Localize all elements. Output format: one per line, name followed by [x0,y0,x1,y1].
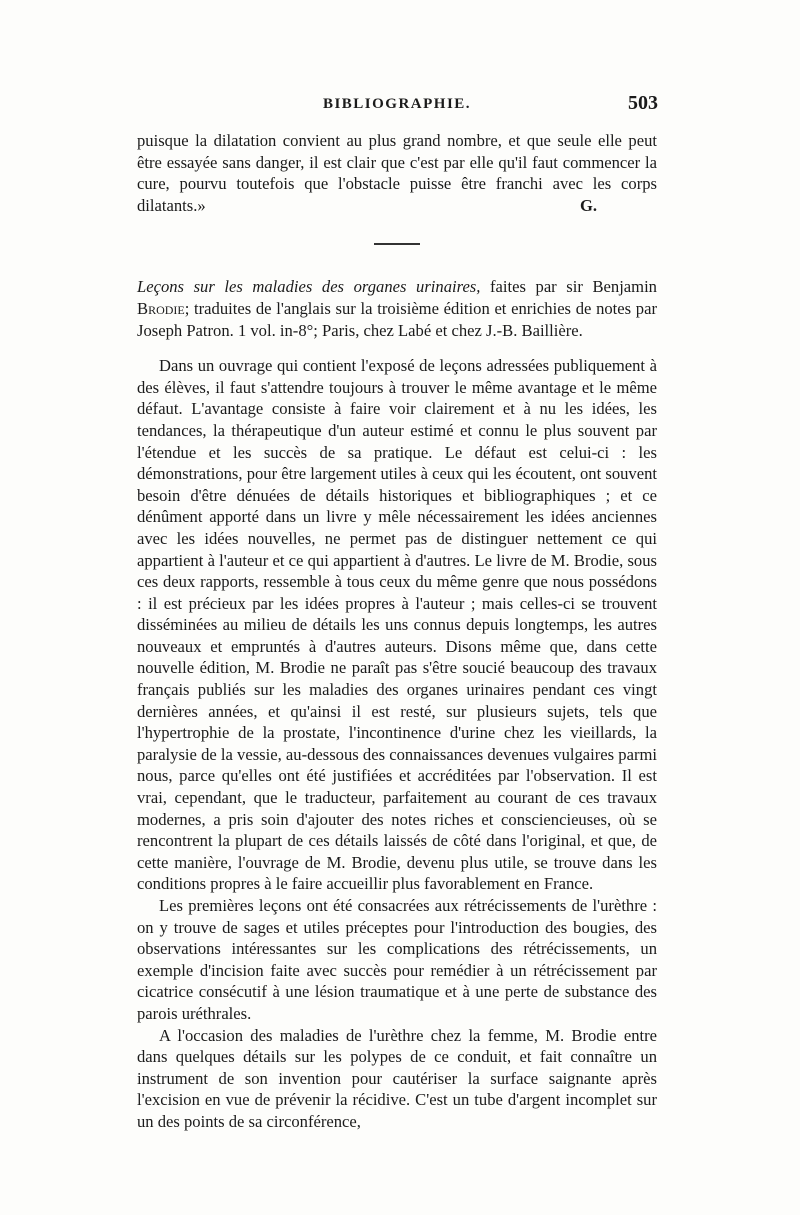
page-header [136,92,658,122]
review-signature: G. [579,195,597,215]
continuation-text: puisque la dilatation convient au plus grand nombre, et que seule elle peut être essayée sans danger, il est clair que c'est par elle qu'il faut commencer la cure, pourvu toutefois que l'obstacle puisse être franchi avec les corps dilatants.» [137,131,657,215]
author-name: Brodie [137,298,185,318]
book-title: Leçons sur les maladies des organes urinaires, [137,277,481,297]
section-divider [374,243,420,245]
text-column [137,130,657,1133]
continuation-paragraph [137,130,657,216]
running-title: BIBLIOGRAPHIE. [322,96,472,112]
body-paragraph-3: A l'occasion des maladies de l'urèthre chez la femme, M. Brodie entre dans quelques détails sur les polypes de ce conduit, et fait connaître un instrument de son invention pour cautériser la surface saignante après l'excision en vue de prévenir la récidive. C'est un tube d'argent incomplet sur un des points de sa circonférence, [137,1025,657,1131]
body-paragraph-2: Les premières leçons ont été consacrées aux rétrécissements de l'urèthre : on y trouve de sages et utiles préceptes pour l'introduction des bougies, des observations intéressantes sur les complications des rétrécissements, un exemple d'incision faite avec succès pour remédier à un rétrécissement par cicatrice consécutif à une lésion traumatique et à une perte de substance des parois uréthrales. [137,896,657,1023]
body-paragraph-1: Dans un ouvrage qui contient l'exposé de leçons adressées publiquement à des élèves, il faut s'attendre toujours à trouver le même avantage et le même défaut. L'avantage consiste à faire voir clairement et à nu les idées, les tendances, la thérapeutique d'un auteur estimé et connu le plus souvent par l'étendue et les succès de sa pratique. Le défaut est celui-ci : les démonstrations, pour être largement utiles à ceux qui les écoutent, ont souvent besoin d'être dénuées de détails historiques et bibliographiques ; et ce dénûment apporté dans un livre y mêle nécessairement les idées anciennes avec les idées nouvelles, ne permet pas de distinguer nettement ce qui appartient à l'auteur et ce qui appartient à d'autres. Le livre de M. Brodie, sous ces deux rapports, ressemble à tous ceux du même genre que nous possédons : il est précieux par les idées propres à l'auteur ; mais celles-ci se trouvent disséminées au milieu de détails les uns connus depuis longtemps, les autres nouveaux et empruntés à d'autres auteurs. Disons même que, dans cette nouvelle édition, M. Brodie ne paraît pas s'être soucié beaucoup des travaux français publiés sur les maladies des organes urinaires pendant ces vingt dernières années, et qu'ainsi il est resté, sur plusieurs sujets, tels que l'hypertrophie de la prostate, l'incontinence d'urine chez les vieillards, la paralysie de la vessie, au-dessous des connaissances devenues vulgaires parmi nous, parce qu'elles ont été justifiées et accréditées par l'observation. Il est vrai, cependant, que le traducteur, parfaitement au courant de ces travaux modernes, a pris soin d'ajouter des notes riches et consciencieuses, où se rencontrent la plupart de ces détails laissés de côté dans l'original, et que, de cette manière, l'ouvrage de M. Brodie, devenu plus utile, se trouve dans les conditions propres à le faire accueillir plus favorablement en France. [137,356,657,894]
notice-text-1: faites par sir Benjamin [480,277,657,297]
notice-text-2: ; traduites de l'anglais sur la troisième édition et enrichies de notes par Joseph Patron. 1 vol. in-8°; Paris, chez Labé et chez J.-B. Baillière. [137,298,657,340]
page-number: 503 [628,92,658,114]
bibliographic-notice [137,276,657,341]
